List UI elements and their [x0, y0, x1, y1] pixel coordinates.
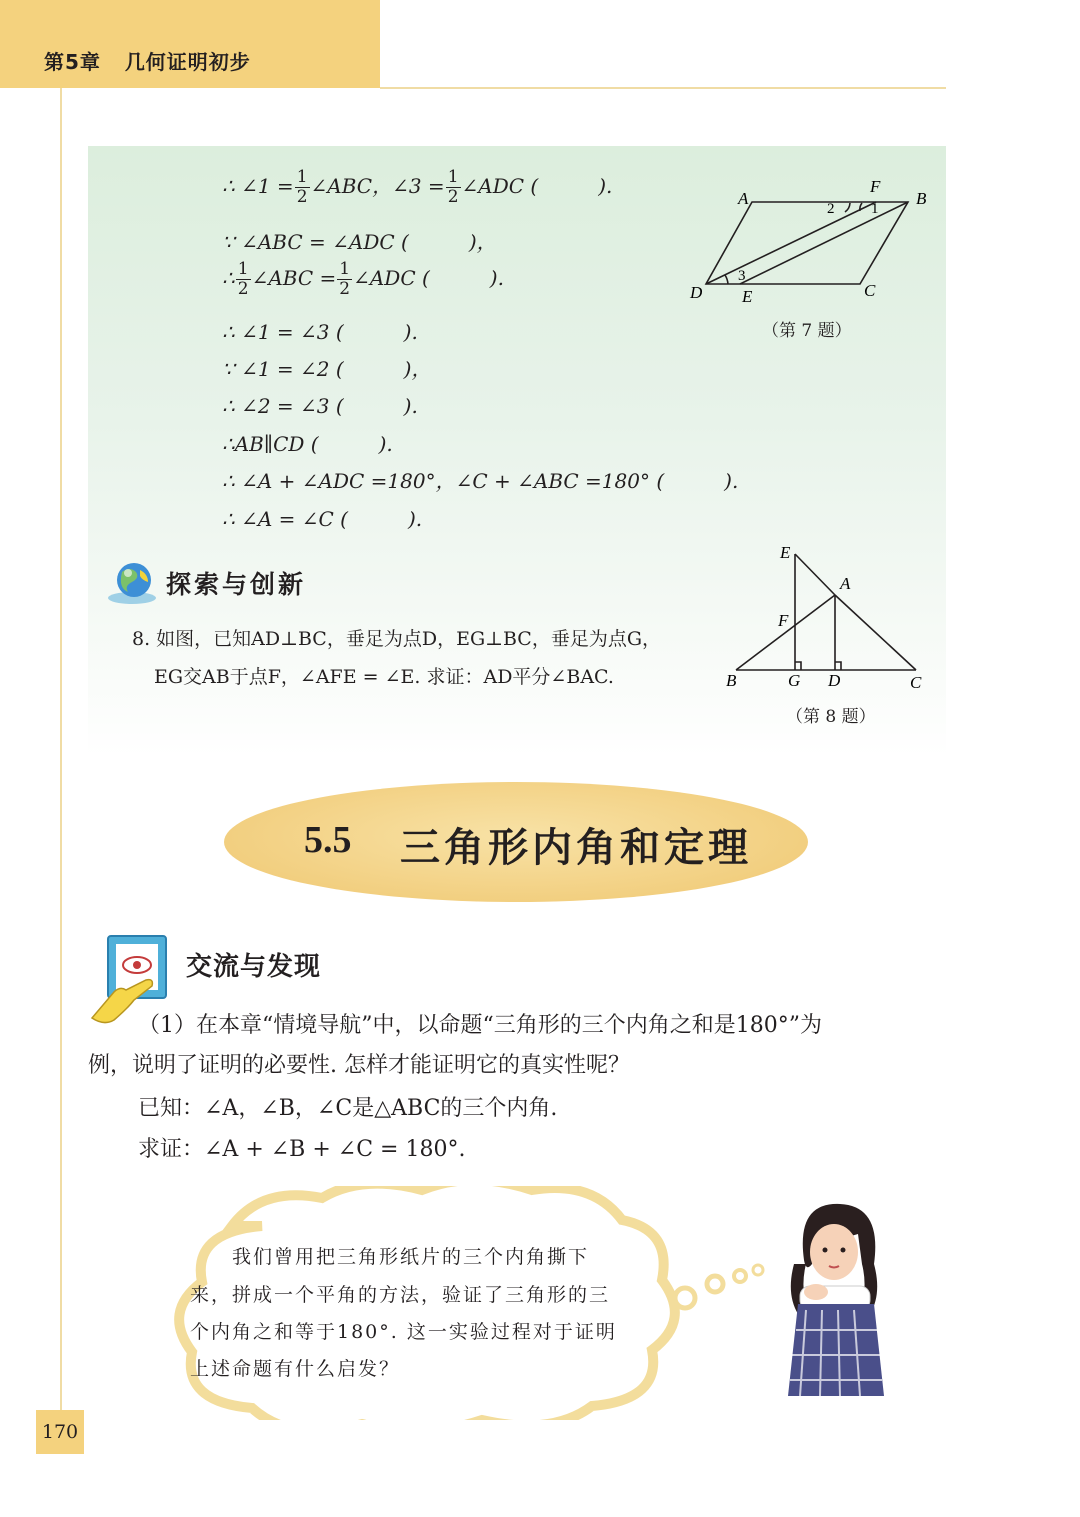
angle-3: 3	[738, 268, 746, 284]
given-statement: 已知：∠A，∠B，∠C是△ABC的三个内角.	[138, 1096, 558, 1121]
header-divider	[380, 87, 946, 89]
fraction-half: $\frac{1}{2}$	[296, 167, 308, 207]
cloud-text-line-4: 上述命题有什么启发？	[190, 1358, 401, 1380]
proof-line-9: ∴ ∠A = ∠C ( ).	[222, 507, 423, 531]
thinking-girl-illustration	[776, 1200, 896, 1400]
paragraph-1-line-1: （1）在本章“情境导航”中，以命题“三角形的三个内角之和是180°”为	[138, 1013, 822, 1038]
globe-icon	[106, 558, 162, 606]
paragraph-1-line-2: 例，说明了证明的必要性. 怎样才能证明它的真实性呢？	[88, 1053, 630, 1078]
figure-8-caption: （第 8 题）	[786, 707, 876, 727]
angle-2: 2	[827, 201, 835, 217]
label-C: C	[910, 673, 922, 692]
fraction-half: $\frac{1}{2}$	[447, 167, 459, 207]
discover-title: 交流与发现	[186, 952, 322, 982]
label-A: A	[840, 574, 851, 593]
chapter-header	[44, 46, 251, 75]
label-E: E	[780, 543, 791, 562]
cloud-text-line-2: 来，拼成一个平角的方法，验证了三角形的三	[190, 1284, 611, 1306]
angle-1: 1	[871, 201, 879, 217]
label-B: B	[726, 671, 737, 690]
fraction-half: $\frac{1}{2}$	[339, 259, 351, 299]
proof-line-8: ∴ ∠A + ∠ADC =180°，∠C + ∠ABC =180° ( ).	[222, 469, 739, 493]
explore-title: 探索与创新	[166, 570, 307, 599]
label-D: D	[690, 283, 703, 302]
label-F: F	[870, 177, 881, 196]
proof-line-7: ∴AB∥CD ( ).	[222, 432, 393, 456]
prove-statement: 求证：∠A + ∠B + ∠C = 180°.	[138, 1137, 466, 1162]
chapter-number: 第5章	[44, 50, 101, 74]
label-C: C	[864, 281, 876, 300]
fraction-half: $\frac{1}{2}$	[237, 259, 249, 299]
proof-line-2: ∵ ∠ABC = ∠ADC ( )，	[222, 230, 497, 254]
proof-line-1: ∴ ∠1 = $\frac{1}{2}$ ∠ABC，∠3 = $\frac{1}{2}$ ∠ADC ( ).	[222, 167, 613, 207]
cloud-text-line-1: 我们曾用把三角形纸片的三个内角撕下	[190, 1246, 590, 1268]
section-number: 5.5	[304, 819, 352, 861]
proof-line-6: ∴ ∠2 = ∠3 ( ).	[222, 394, 418, 418]
proof-line-3: ∴ $\frac{1}{2}$ ∠ABC = $\frac{1}{2}$ ∠ADC ( ).	[222, 259, 504, 299]
margin-line	[60, 88, 62, 1428]
figure-8-triangle	[720, 540, 940, 696]
label-E: E	[742, 287, 753, 306]
label-B: B	[916, 189, 927, 208]
label-D: D	[828, 671, 841, 690]
problem-8-line-2: EG交AB于点F，∠AFE = ∠E. 求证：AD平分∠BAC.	[154, 666, 614, 688]
chapter-title: 几何证明初步	[124, 50, 251, 74]
proof-line-5: ∵ ∠1 = ∠2 ( )，	[222, 357, 432, 381]
cloud-text-line-3: 个内角之和等于180°. 这一实验过程对于证明	[190, 1321, 617, 1343]
page-number: 170	[36, 1410, 84, 1454]
problem-8-line-1: 8. 如图，已知AD⊥BC，垂足为点D，EG⊥BC，垂足为点G，	[132, 628, 662, 650]
figure-7-caption: （第 7 题）	[762, 321, 852, 341]
label-A: A	[738, 189, 749, 208]
figure-7-parallelogram	[680, 172, 940, 312]
section-title: 三角形内角和定理	[400, 824, 752, 871]
proof-line-4: ∴ ∠1 = ∠3 ( ).	[222, 320, 418, 344]
label-F: F	[778, 611, 789, 630]
label-G: G	[788, 671, 801, 690]
